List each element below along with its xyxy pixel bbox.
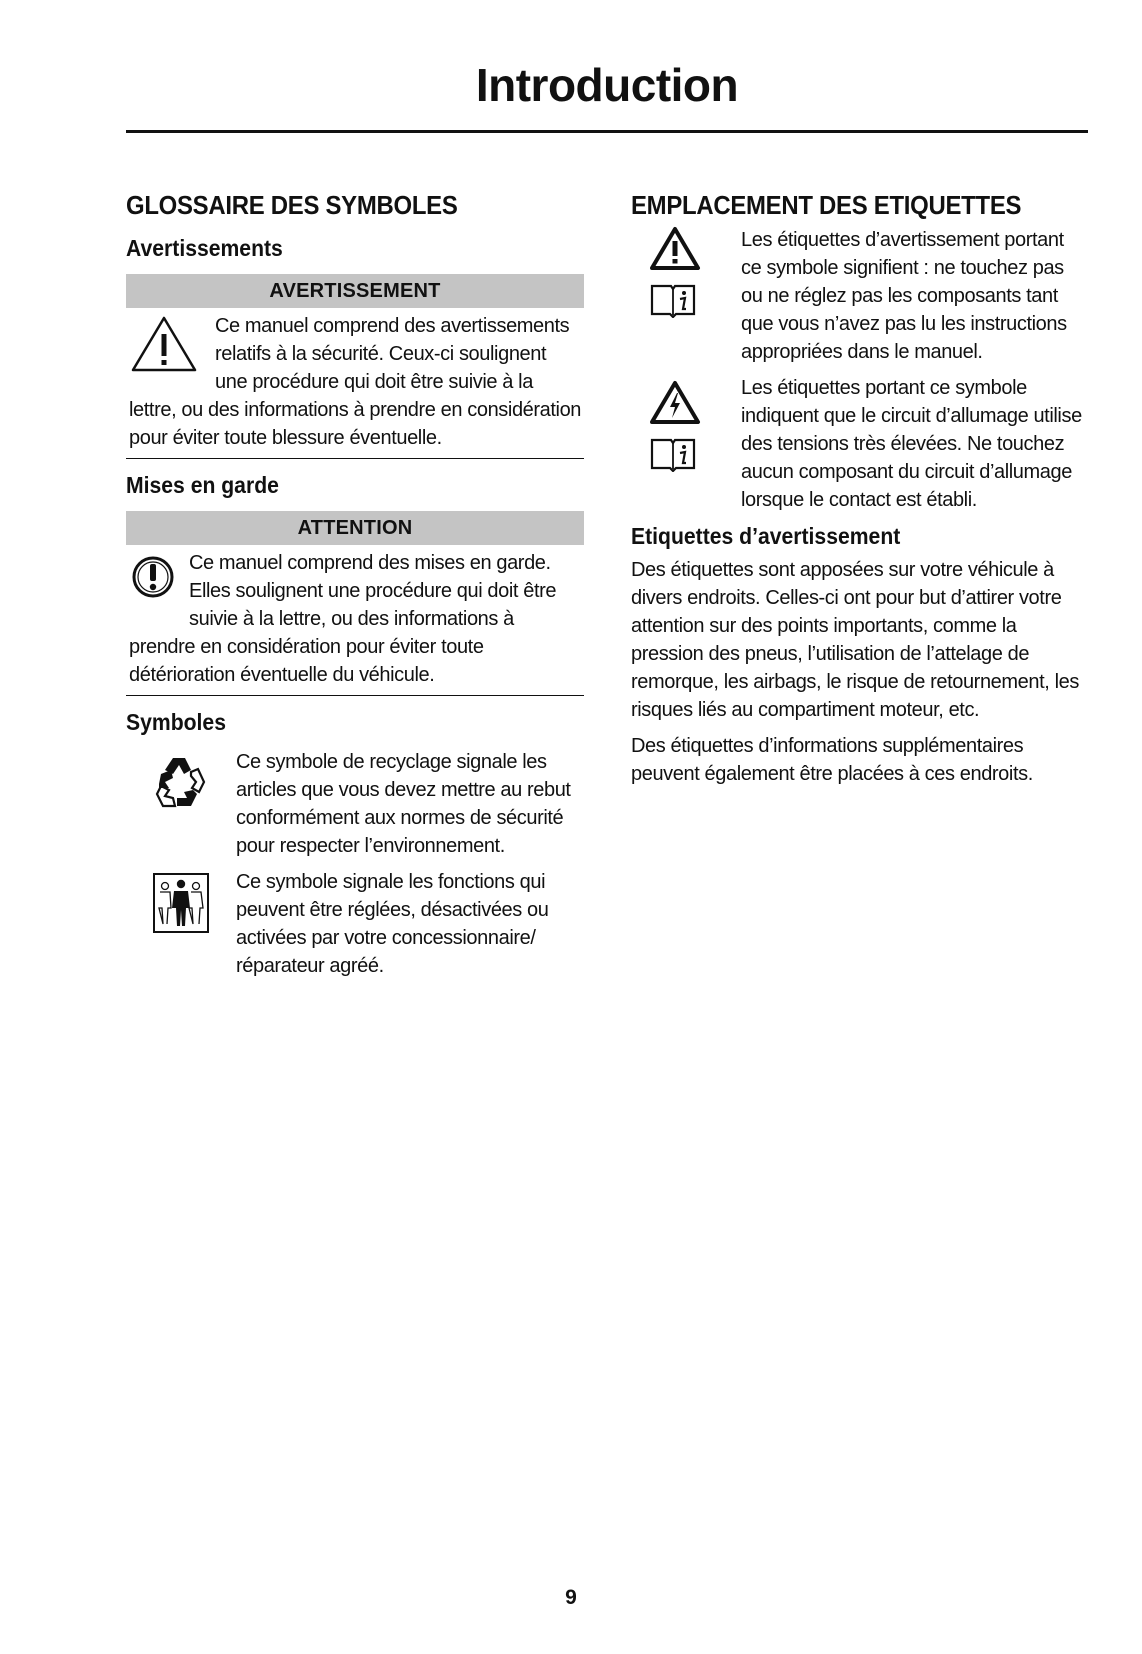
- warning-notice: [126, 308, 584, 459]
- dealer-symbol-text: Ce symbole signale les fonctions qui peuvent être réglées, désactivées ou activées par votre concessionnaire/ réparateur agréé.: [236, 871, 549, 977]
- warning-triangle-icon: [649, 226, 701, 282]
- glossary-title: GLOSSAIRE DES SYMBOLES: [126, 190, 458, 220]
- warning-notice-text: Ce manuel comprend des avertissements relatifs à la sécurité. Ceux-ci soulignent une procédure qui doit être suivie à la lettre, ou des informations à prendre en considération pour éviter toute blessure éventuelle.: [129, 315, 582, 449]
- symbol-item: [126, 868, 584, 980]
- page-number: 9: [565, 1586, 577, 1609]
- warning-box-title: AVERTISSEMENT: [126, 274, 584, 308]
- right-column: [631, 190, 1089, 796]
- symbols-heading: Symboles: [126, 709, 226, 735]
- warnings-heading: Avertissements: [126, 235, 283, 261]
- high-voltage-label-text: Les étiquettes portant ce symbole indiquent que le circuit d’allumage utilise des tensions très élevées. Ne touchez aucun composant du circuit d’allumage lorsque le contact est établi.: [741, 377, 1082, 511]
- label-item: [631, 374, 1089, 514]
- caution-circle-icon: [129, 549, 189, 633]
- manual-info-icon: [649, 282, 697, 328]
- warning-labels-paragraph: Des étiquettes sont apposées sur votre véhicule à divers endroits. Celles-ci ont pour but d’attirer votre attention sur des points importants, comme la pression des pneus, l’utilisation de l’attelage de remorque, les airbags, le risque de retournement, les risques liés au compartiment moteur, etc.: [631, 559, 1079, 721]
- caution-box-title: ATTENTION: [126, 511, 584, 545]
- recycle-icon: [151, 752, 211, 860]
- caution-notice-text: Ce manuel comprend des mises en garde. Elles soulignent une procédure qui doit être suivie à la lettre, ou des informations à prendre en considération pour éviter toute détérioration éventuelle du véhicule.: [129, 552, 557, 686]
- recycle-symbol-text: Ce symbole de recyclage signale les articles que vous devez mettre au rebut conformément aux normes de sécurité pour respecter l’environnement.: [236, 751, 571, 857]
- warning-labels-heading: Etiquettes d’avertissement: [631, 523, 901, 549]
- manual-info-icon: [649, 436, 697, 482]
- warning-triangle-icon: [129, 312, 215, 396]
- symbol-item: [126, 748, 584, 860]
- label-item: [631, 226, 1089, 366]
- dealer-people-icon: [152, 872, 210, 980]
- caution-notice: [126, 545, 584, 696]
- high-voltage-icon: [649, 380, 701, 436]
- label-location-title: EMPLACEMENT DES ETIQUETTES: [631, 190, 1022, 220]
- info-labels-paragraph: Des étiquettes d’informations supplémentaires peuvent également être placées à ces endroits.: [631, 735, 1033, 785]
- page-title: Introduction: [475, 59, 739, 111]
- left-column: [126, 190, 584, 988]
- warning-label-text: Les étiquettes d’avertissement portant ce symbole signifient : ne touchez pas ou ne réglez pas les composants tant que vous n’avez pas lu les instructions appropriées dans le manuel.: [741, 229, 1067, 363]
- cautions-heading: Mises en garde: [126, 472, 279, 498]
- title-divider: [126, 130, 1088, 133]
